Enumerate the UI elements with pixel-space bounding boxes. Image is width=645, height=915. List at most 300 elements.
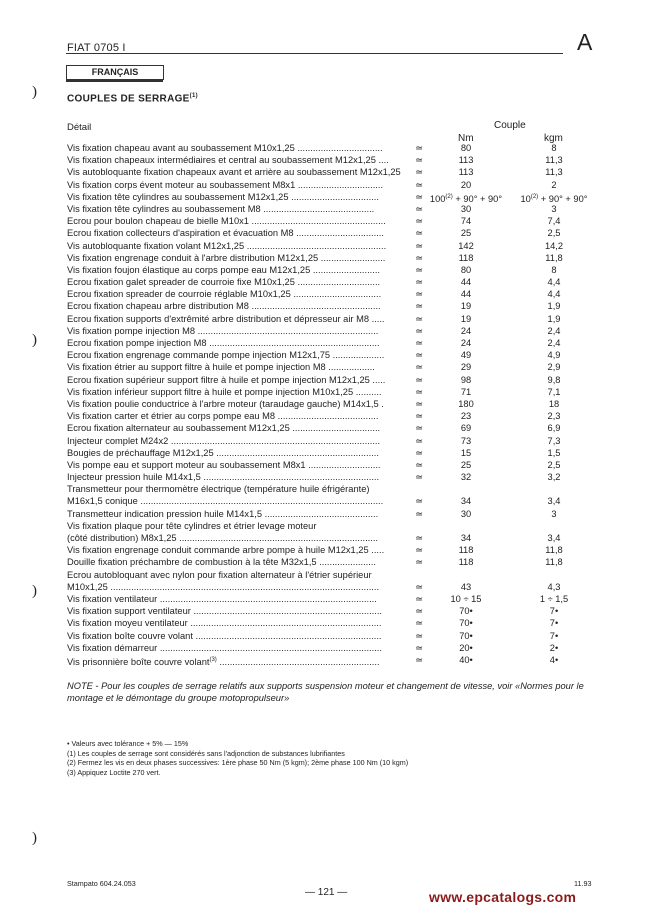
row-description-text: Vis fixation tête cylindres au soubassement M8 ........................................... bbox=[67, 203, 375, 214]
row-description bbox=[67, 593, 407, 605]
row-value-nm bbox=[420, 300, 512, 312]
row-value-nm bbox=[420, 435, 512, 447]
row-value-nm bbox=[420, 276, 512, 288]
row-value-kgm-text: 3,4 bbox=[547, 533, 561, 543]
row-description bbox=[67, 520, 407, 532]
table-row bbox=[0, 483, 645, 495]
row-description bbox=[67, 398, 407, 410]
approx-symbol: ≃ bbox=[415, 143, 423, 153]
approx-symbol: ≃ bbox=[415, 411, 423, 422]
row-value-kgm bbox=[512, 227, 596, 239]
row-description bbox=[67, 605, 407, 617]
row-description bbox=[67, 556, 407, 568]
row-value-kgm-text: 11,3 bbox=[545, 155, 563, 166]
approx-symbol: ≃ bbox=[415, 155, 423, 166]
row-value-nm-text: 20 bbox=[460, 179, 472, 190]
table-row bbox=[0, 569, 645, 581]
row-value-nm-text: 49 bbox=[460, 350, 472, 361]
row-value-kgm bbox=[512, 166, 596, 178]
row-value-nm-text: 30 bbox=[460, 203, 472, 214]
row-value-nm-text: 30 bbox=[460, 508, 472, 519]
row-description-text: Transmetteur pour thermomètre électrique (température huile éfrigérante) bbox=[67, 484, 370, 495]
row-description bbox=[67, 215, 407, 227]
row-value-nm bbox=[420, 203, 512, 215]
row-description bbox=[67, 532, 407, 544]
approx-symbol: ≃ bbox=[415, 545, 423, 556]
row-description bbox=[67, 483, 407, 495]
row-value-nm bbox=[420, 240, 512, 252]
row-description bbox=[67, 495, 407, 507]
row-value-kgm-text: 8 bbox=[551, 143, 557, 153]
row-value-kgm bbox=[512, 447, 596, 459]
row-description-text: M10x1,25 ........................................................................................................ bbox=[67, 581, 380, 592]
row-description bbox=[67, 179, 407, 191]
row-value-kgm bbox=[512, 361, 596, 373]
row-value-kgm-text: 9,8 bbox=[547, 374, 561, 385]
row-value-nm-text: 118 bbox=[458, 545, 474, 556]
row-description-text: Ecrou fixation spreader de courroie réglable M10x1,25 .................................. bbox=[67, 289, 382, 300]
row-value-nm bbox=[420, 154, 512, 166]
row-description-text: Vis autobloquante fixation chapeaux avant et arrière au soubassement M12x1,25 bbox=[67, 167, 401, 178]
row-description-text: Vis fixation engrenage conduit commande arbre pompe à huile M12x1,25 ..... bbox=[67, 545, 385, 556]
row-value-nm-text: 10 ÷ 15 bbox=[450, 593, 482, 604]
row-value-nm-text: 44 bbox=[460, 289, 472, 300]
row-value-nm-text: 100 bbox=[429, 193, 446, 204]
row-value-nm-text: 70• bbox=[459, 630, 473, 641]
row-value-kgm-text: 4,9 bbox=[547, 350, 561, 361]
table-row bbox=[0, 300, 645, 312]
row-value-kgm bbox=[512, 264, 596, 276]
approx-symbol: ≃ bbox=[415, 228, 423, 239]
row-value-nm-text: 29 bbox=[460, 362, 472, 373]
footnote: • Valeurs avec tolérance + 5% — 15% bbox=[67, 739, 189, 748]
approx-symbol: ≃ bbox=[415, 447, 423, 458]
row-value-nm bbox=[420, 288, 512, 300]
row-value-nm-text: 34 bbox=[460, 533, 472, 543]
table-row bbox=[0, 459, 645, 471]
row-value-kgm bbox=[512, 215, 596, 227]
row-value-nm bbox=[420, 410, 512, 422]
row-description bbox=[67, 203, 407, 215]
table-row bbox=[0, 556, 645, 568]
row-value-nm-text: 71 bbox=[460, 386, 472, 397]
row-description bbox=[67, 581, 407, 593]
column-header-detail: Détail bbox=[67, 122, 92, 133]
row-value-kgm-text: 10 bbox=[520, 193, 531, 204]
row-value-kgm-text: 1,9 bbox=[547, 301, 561, 312]
row-value-kgm-text: 1,9 bbox=[547, 313, 561, 324]
approx-symbol: ≃ bbox=[415, 606, 423, 617]
row-value-kgm-text: 7• bbox=[549, 630, 559, 641]
table-row bbox=[0, 435, 645, 447]
row-description-text: Vis fixation moyeu ventilateur .......................................................................... bbox=[67, 618, 382, 629]
row-description-text: Vis fixation poulie conductrice à l'arbre moteur (taraudage gauche) M14x1,5 . bbox=[67, 398, 384, 409]
approx-symbol: ≃ bbox=[415, 240, 423, 251]
row-value-kgm bbox=[512, 471, 596, 483]
table-row bbox=[0, 447, 645, 459]
row-value-kgm-text: 8 bbox=[551, 264, 557, 275]
row-description bbox=[67, 435, 407, 447]
row-value-kgm bbox=[512, 252, 596, 264]
row-description-text: Vis fixation pompe injection M8 ...................................................................... bbox=[67, 325, 379, 336]
row-value-nm-text: 113 bbox=[458, 167, 474, 178]
row-value-kgm bbox=[512, 581, 596, 593]
row-value-nm bbox=[420, 654, 512, 666]
row-value-kgm-text: 2 bbox=[551, 179, 557, 190]
row-description bbox=[67, 240, 407, 252]
row-value-kgm bbox=[512, 374, 596, 386]
approx-symbol: ≃ bbox=[415, 216, 423, 227]
torque-table bbox=[0, 142, 645, 666]
row-value-nm bbox=[420, 581, 512, 593]
row-description-text: Vis fixation plaque pour tête cylindres et étrier levage moteur bbox=[67, 520, 317, 531]
table-row bbox=[0, 593, 645, 605]
row-value-kgm-text: 2,4 bbox=[547, 338, 561, 348]
row-value-kgm-extra: + 90° + 90° bbox=[538, 193, 588, 204]
row-value-nm bbox=[420, 532, 512, 544]
row-value-kgm-text: 1 ÷ 1,5 bbox=[539, 593, 569, 604]
margin-mark: ) bbox=[32, 332, 37, 348]
table-row bbox=[0, 508, 645, 520]
row-description-text: Transmetteur indication pression huile M14x1,5 ............................................ bbox=[67, 508, 379, 519]
footnotes bbox=[67, 739, 467, 777]
table-row bbox=[0, 520, 645, 532]
approx-symbol: ≃ bbox=[415, 350, 423, 361]
table-row bbox=[0, 191, 645, 203]
table-row bbox=[0, 337, 645, 349]
row-description-text: Vis fixation étrier au support filtre à huile et pompe injection M8 .................. bbox=[67, 362, 375, 373]
row-description-text: Ecrou fixation galet spreader de courroie fixe M10x1,25 ................................ bbox=[67, 277, 381, 288]
row-value-nm bbox=[420, 337, 512, 349]
note-paragraph: NOTE - Pour les couples de serrage relatifs aux supports suspension moteur et changement de vitesse, voir «Normes pour le montage et le démontage du groupe motopropulseur» bbox=[67, 681, 584, 703]
row-description bbox=[67, 154, 407, 166]
row-value-nm bbox=[420, 508, 512, 520]
row-value-kgm-text: 11,8 bbox=[545, 252, 563, 263]
row-value-kgm bbox=[512, 276, 596, 288]
row-value-kgm-text: 6,9 bbox=[547, 423, 561, 434]
row-value-nm bbox=[420, 605, 512, 617]
row-value-nm-note: (2) bbox=[445, 193, 453, 200]
approx-symbol: ≃ bbox=[415, 179, 423, 190]
approx-symbol: ≃ bbox=[415, 313, 423, 324]
row-value-kgm-text: 2,3 bbox=[547, 411, 561, 422]
table-row bbox=[0, 605, 645, 617]
section-title-text: COUPLES DE SERRAGE bbox=[67, 93, 190, 105]
row-value-nm-text: 19 bbox=[460, 301, 472, 312]
row-description bbox=[67, 325, 407, 337]
row-value-kgm bbox=[512, 495, 596, 507]
row-value-kgm-text: 3 bbox=[551, 508, 557, 519]
section-title-note: (1) bbox=[189, 93, 198, 99]
row-description-text: Vis prisonnière boîte couvre volant bbox=[67, 656, 210, 667]
row-description-text: Vis fixation carter et étrier au corps pompe eau M8 ....................................... bbox=[67, 411, 379, 422]
row-value-kgm-text: 4,4 bbox=[547, 277, 561, 288]
row-value-kgm bbox=[512, 642, 596, 654]
row-value-kgm bbox=[512, 532, 596, 544]
row-description-leader: .............................................................. bbox=[216, 656, 380, 667]
row-value-kgm bbox=[512, 300, 596, 312]
row-description-text: Ecrou fixation collecteurs d'aspiration et évacuation M8 .................................. bbox=[67, 228, 384, 239]
row-value-nm-text: 142 bbox=[458, 240, 474, 251]
section-title bbox=[67, 93, 198, 104]
row-value-nm bbox=[420, 361, 512, 373]
row-value-kgm bbox=[512, 349, 596, 361]
row-value-kgm bbox=[512, 593, 596, 605]
row-value-nm-text: 32 bbox=[460, 472, 472, 483]
row-value-nm-text: 180 bbox=[458, 398, 474, 409]
row-value-kgm bbox=[512, 325, 596, 337]
row-value-nm bbox=[420, 447, 512, 459]
column-header-nm: Nm bbox=[458, 133, 474, 144]
row-value-nm bbox=[420, 166, 512, 178]
approx-symbol: ≃ bbox=[415, 167, 423, 178]
row-value-nm bbox=[420, 471, 512, 483]
row-description-text: Ecrou fixation supports d'extrêmité arbre distribution et dépresseur air M8 ..... bbox=[67, 313, 385, 324]
approx-symbol: ≃ bbox=[415, 581, 423, 592]
row-description bbox=[67, 349, 407, 361]
margin-mark: ) bbox=[32, 583, 37, 599]
row-description bbox=[67, 386, 407, 398]
row-value-nm-text: 69 bbox=[460, 423, 472, 434]
table-row bbox=[0, 471, 645, 483]
footer-date: 11.93 bbox=[574, 879, 592, 888]
approx-symbol: ≃ bbox=[415, 654, 423, 665]
footnote: (3) Appiquez Loctite 270 vert. bbox=[67, 767, 161, 777]
margin-mark: ) bbox=[32, 84, 37, 100]
row-description bbox=[67, 276, 407, 288]
row-description bbox=[67, 508, 407, 520]
row-value-kgm-text: 7• bbox=[549, 606, 559, 617]
row-value-nm bbox=[420, 313, 512, 325]
row-value-kgm bbox=[512, 142, 596, 154]
row-value-kgm-text: 2• bbox=[549, 642, 559, 653]
row-value-nm bbox=[420, 325, 512, 337]
row-value-kgm-text: 14,2 bbox=[544, 240, 564, 251]
row-value-nm-extra: + 90° + 90° bbox=[452, 193, 503, 204]
row-value-kgm bbox=[512, 154, 596, 166]
approx-symbol: ≃ bbox=[415, 191, 423, 202]
row-value-nm bbox=[420, 386, 512, 398]
approx-symbol: ≃ bbox=[415, 630, 423, 641]
row-value-kgm bbox=[512, 398, 596, 410]
approx-symbol: ≃ bbox=[415, 496, 423, 507]
row-value-nm bbox=[420, 617, 512, 629]
row-description-text: Injecteur complet M24x2 ................................................................................. bbox=[67, 435, 381, 446]
row-description bbox=[67, 630, 407, 642]
approx-symbol: ≃ bbox=[415, 642, 423, 653]
row-description bbox=[67, 459, 407, 471]
row-value-kgm-text: 11,8 bbox=[545, 545, 563, 556]
table-row bbox=[0, 349, 645, 361]
row-value-kgm bbox=[512, 410, 596, 422]
row-value-nm-text: 23 bbox=[460, 411, 472, 422]
row-description bbox=[67, 337, 407, 349]
row-value-kgm-text: 3,2 bbox=[547, 472, 561, 483]
row-description-text: Vis fixation démarreur ...................................................................................... bbox=[67, 642, 382, 653]
row-value-kgm bbox=[512, 654, 596, 666]
row-value-kgm-text: 2,5 bbox=[547, 459, 561, 470]
row-value-kgm-text: 4,3 bbox=[547, 581, 561, 592]
table-row bbox=[0, 215, 645, 227]
row-value-kgm-text: 11,8 bbox=[545, 557, 563, 568]
approx-symbol: ≃ bbox=[415, 264, 423, 275]
row-value-nm bbox=[420, 630, 512, 642]
approx-symbol: ≃ bbox=[415, 398, 423, 409]
row-description bbox=[67, 288, 407, 300]
approx-symbol: ≃ bbox=[415, 435, 423, 446]
row-description-text: Ecrou fixation supérieur support filtre à huile et pompe injection M12x1,25 ..... bbox=[67, 374, 386, 385]
table-row bbox=[0, 532, 645, 544]
row-value-kgm bbox=[512, 605, 596, 617]
approx-symbol: ≃ bbox=[415, 472, 423, 483]
row-value-nm-text: 44 bbox=[460, 277, 472, 288]
row-value-nm bbox=[420, 349, 512, 361]
row-value-nm bbox=[420, 642, 512, 654]
row-value-kgm bbox=[512, 337, 596, 349]
table-row bbox=[0, 361, 645, 373]
row-value-nm bbox=[420, 495, 512, 507]
table-row bbox=[0, 179, 645, 191]
row-description-text: Ecrou fixation alternateur au soubassement M12x1,25 .................................. bbox=[67, 423, 381, 434]
row-description-text: Vis fixation ventilateur .................................................................................... bbox=[67, 593, 377, 604]
row-value-nm-text: 118 bbox=[458, 252, 474, 263]
row-value-nm-text: 20• bbox=[459, 642, 473, 653]
row-value-kgm-text: 2,4 bbox=[547, 325, 561, 336]
footer-printed: Stampato 604.24.053 bbox=[67, 879, 136, 888]
approx-symbol: ≃ bbox=[415, 386, 423, 397]
row-value-kgm bbox=[512, 459, 596, 471]
table-row bbox=[0, 581, 645, 593]
row-description-text: Vis fixation chapeaux intermédiaires et central au soubassement M12x1,25 .... bbox=[67, 155, 389, 166]
row-value-nm bbox=[420, 422, 512, 434]
row-value-kgm bbox=[512, 422, 596, 434]
table-row bbox=[0, 203, 645, 215]
row-value-kgm bbox=[512, 203, 596, 215]
table-row bbox=[0, 544, 645, 556]
row-value-nm-text: 25 bbox=[460, 459, 472, 470]
approx-symbol: ≃ bbox=[415, 423, 423, 434]
row-value-nm bbox=[420, 544, 512, 556]
row-description bbox=[67, 191, 407, 203]
approx-symbol: ≃ bbox=[415, 362, 423, 373]
table-row bbox=[0, 410, 645, 422]
row-value-nm-text: 113 bbox=[458, 155, 474, 166]
row-value-nm-text: 19 bbox=[460, 313, 472, 324]
row-value-kgm bbox=[512, 556, 596, 568]
row-description-text: Ecrou autobloquant avec nylon pour fixation alternateur à l'étrier supérieur bbox=[67, 569, 372, 580]
row-value-nm-text: 70• bbox=[459, 606, 473, 617]
row-value-kgm-text: 7,4 bbox=[547, 216, 561, 227]
row-value-nm bbox=[420, 556, 512, 568]
column-header-couple: Couple bbox=[494, 120, 526, 131]
language-label: FRANÇAIS bbox=[66, 65, 164, 80]
row-description-text: Vis fixation inférieur support filtre à huile et pompe injection M10x1,25 .......... bbox=[67, 386, 382, 397]
approx-symbol: ≃ bbox=[415, 252, 423, 263]
row-value-nm-text: 43 bbox=[460, 581, 472, 592]
table-row bbox=[0, 617, 645, 629]
row-description-text: Vis fixation boîte couvre volant ........................................................................ bbox=[67, 630, 382, 641]
row-description bbox=[67, 544, 407, 556]
row-value-kgm-note: (2) bbox=[530, 193, 539, 200]
approx-symbol: ≃ bbox=[415, 557, 423, 568]
footnote: (2) Fermez les vis en deux phases successives: 1ère phase 50 Nm (5 kgm); 2ème phase 100 Nm (10 kgm) bbox=[67, 758, 409, 768]
row-value-kgm bbox=[512, 179, 596, 191]
table-row bbox=[0, 374, 645, 386]
row-value-nm-text: 25 bbox=[460, 228, 472, 239]
row-description bbox=[67, 361, 407, 373]
row-value-nm-text: 118 bbox=[458, 557, 474, 568]
row-description bbox=[67, 642, 407, 654]
row-value-nm bbox=[420, 227, 512, 239]
row-description-text: Vis fixation foujon élastique au corps pompe eau M12x1,25 .......................... bbox=[67, 264, 380, 275]
row-description-text: Vis pompe eau et support moteur au soubassement M8x1 ............................ bbox=[67, 459, 381, 470]
row-value-nm-text: 80 bbox=[460, 143, 472, 153]
row-value-nm bbox=[420, 264, 512, 276]
row-value-kgm bbox=[512, 630, 596, 642]
row-description-text: Douille fixation préchambre de combustion à la tête M32x1,5 ...................... bbox=[67, 557, 377, 568]
document-header-title: FIAT 0705 I bbox=[67, 42, 126, 54]
row-value-kgm-text: 18 bbox=[548, 398, 560, 409]
row-value-nm bbox=[420, 593, 512, 605]
header-rule bbox=[66, 53, 563, 54]
language-underline bbox=[66, 80, 163, 82]
table-row bbox=[0, 240, 645, 252]
row-description-text: Ecrou fixation engrenage commande pompe injection M12x1,75 .................... bbox=[67, 350, 385, 361]
row-value-kgm bbox=[512, 313, 596, 325]
approx-symbol: ≃ bbox=[415, 459, 423, 470]
table-row bbox=[0, 630, 645, 642]
row-description bbox=[67, 166, 407, 178]
row-value-kgm bbox=[512, 240, 596, 252]
row-value-nm bbox=[420, 459, 512, 471]
approx-symbol: ≃ bbox=[415, 301, 423, 312]
row-description bbox=[67, 374, 407, 386]
row-description-text: (côté distribution) M8x1,25 ............................................................................. bbox=[67, 533, 379, 543]
row-description bbox=[67, 410, 407, 422]
row-description bbox=[67, 142, 407, 154]
approx-symbol: ≃ bbox=[415, 374, 423, 385]
row-value-nm-text: 73 bbox=[460, 435, 472, 446]
row-description-text: Vis fixation chapeau avant au soubassement M10x1,25 ................................. bbox=[67, 143, 383, 153]
approx-symbol: ≃ bbox=[415, 533, 423, 543]
row-value-kgm-text: 2,5 bbox=[547, 228, 561, 239]
table-row bbox=[0, 325, 645, 337]
table-row bbox=[0, 227, 645, 239]
approx-symbol: ≃ bbox=[415, 338, 423, 348]
table-row bbox=[0, 398, 645, 410]
row-description-text: Vis fixation tête cylindres au soubassement M12x1,25 .................................. bbox=[67, 191, 379, 202]
table-row bbox=[0, 166, 645, 178]
row-description-text: Ecrou fixation chapeau arbre distribution M8 .................................................. bbox=[67, 301, 381, 312]
table-row bbox=[0, 313, 645, 325]
row-description bbox=[67, 471, 407, 483]
section-letter: A bbox=[577, 29, 593, 55]
approx-symbol: ≃ bbox=[415, 289, 423, 300]
row-value-kgm-text: 4• bbox=[549, 654, 559, 665]
row-value-nm-text: 24 bbox=[460, 338, 472, 348]
table-row bbox=[0, 154, 645, 166]
approx-symbol: ≃ bbox=[415, 593, 423, 604]
row-value-kgm-text: 7,1 bbox=[547, 386, 561, 397]
row-description-text: Vis fixation engrenage conduit à l'arbre distribution M12x1,25 ......................... bbox=[67, 252, 386, 263]
row-value-kgm-text: 7• bbox=[549, 618, 559, 629]
watermark-link[interactable]: www.epcatalogs.com bbox=[429, 889, 577, 905]
approx-symbol: ≃ bbox=[415, 277, 423, 288]
approx-symbol: ≃ bbox=[415, 203, 423, 214]
row-description bbox=[67, 227, 407, 239]
row-description bbox=[67, 252, 407, 264]
row-description-text: Vis autobloquante fixation volant M12x1,25 ...................................................... bbox=[67, 240, 387, 251]
